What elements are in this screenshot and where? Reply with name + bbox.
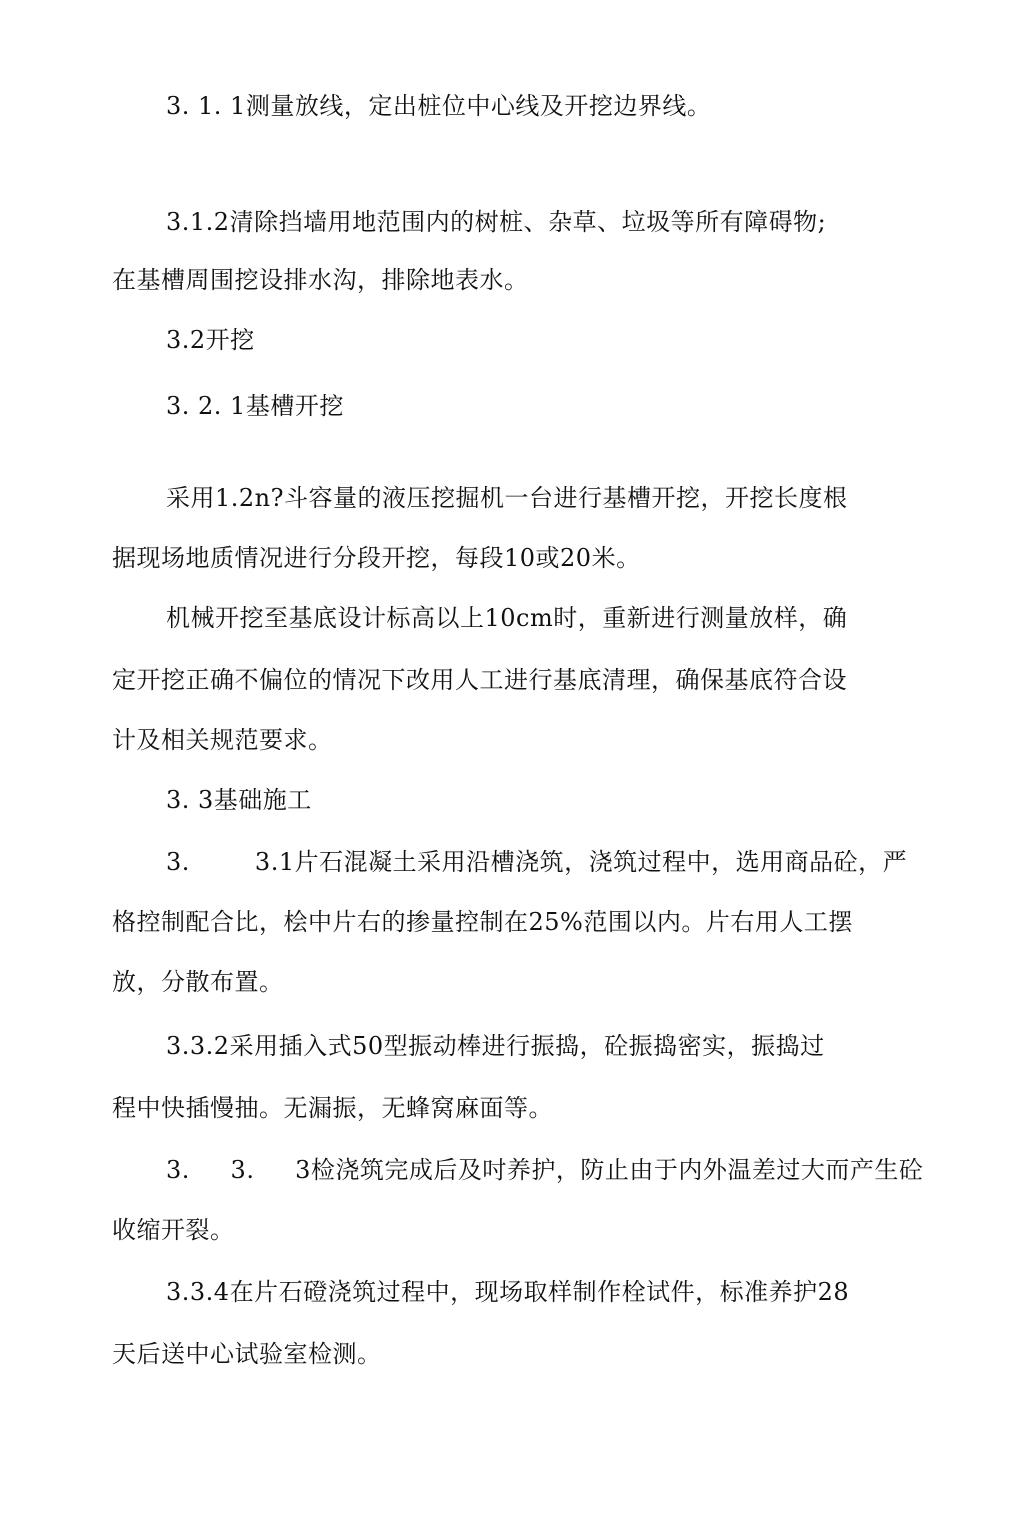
text-line-3-3-4-cont: 天后送中心试验室检测。 (112, 1340, 382, 1368)
heading-3-2-1: 3. 2. 1基槽开挖 (166, 392, 344, 420)
text-line-3-3-1: 3. 3.1片石混凝土采用沿槽浇筑，浇筑过程中，选用商品砼，严 (166, 848, 908, 876)
text-line-excavation-4: 定开挖正确不偏位的情况下改用人工进行基底清理，确保基底符合设 (112, 666, 847, 694)
text-line-excavation-5: 计及相关规范要求。 (112, 726, 333, 754)
text-line-3-1-1: 3. 1. 1测量放线，定出桩位中心线及开挖边界线。 (166, 92, 712, 120)
text-line-3-3-2: 3.3.2采用插入式50型振动棒进行振捣，砼振捣密实，振捣过 (166, 1032, 825, 1060)
text-line-3-3-1-end: 放，分散布置。 (112, 968, 284, 996)
heading-3-3: 3. 3基础施工 (166, 786, 312, 814)
text-line-3-3-4: 3.3.4在片石磴浇筑过程中，现场取样制作栓试件，标准养护28 (166, 1278, 850, 1306)
text-line-3-3-3-cont: 收缩开裂。 (112, 1216, 235, 1244)
text-line-3-3-3: 3. 3. 3检浇筑完成后及吋养护，防止由于内外温差过大而产生砼 (166, 1156, 924, 1184)
text-line-3-1-2: 3.1.2清除挡墙用地范围内的树桩、杂草、垃圾等所有障碍物; (166, 208, 827, 236)
text-line-excavation-3: 机械开挖至基底设计标高以上10cm时，重新进行测量放样，确 (166, 604, 848, 632)
text-line-3-3-1-cont: 格控制配合比，桧中片右的掺量控制在25%范围以内。片右用人工摆 (112, 908, 853, 936)
text-line-excavation-2: 据现场地质情况进行分段开挖，每段10或20米。 (112, 544, 641, 572)
text-line-3-3-2-cont: 程中快插慢抽。无漏振，无蜂窝麻面等。 (112, 1094, 553, 1122)
heading-3-2: 3.2开挖 (166, 326, 255, 354)
text-line-3-1-2-cont: 在基槽周围挖设排水沟，排除地表水。 (112, 266, 529, 294)
text-line-excavation-1: 采用1.2n?斗容量的液压挖掘机一台进行基槽开挖，开挖长度根 (166, 484, 848, 512)
